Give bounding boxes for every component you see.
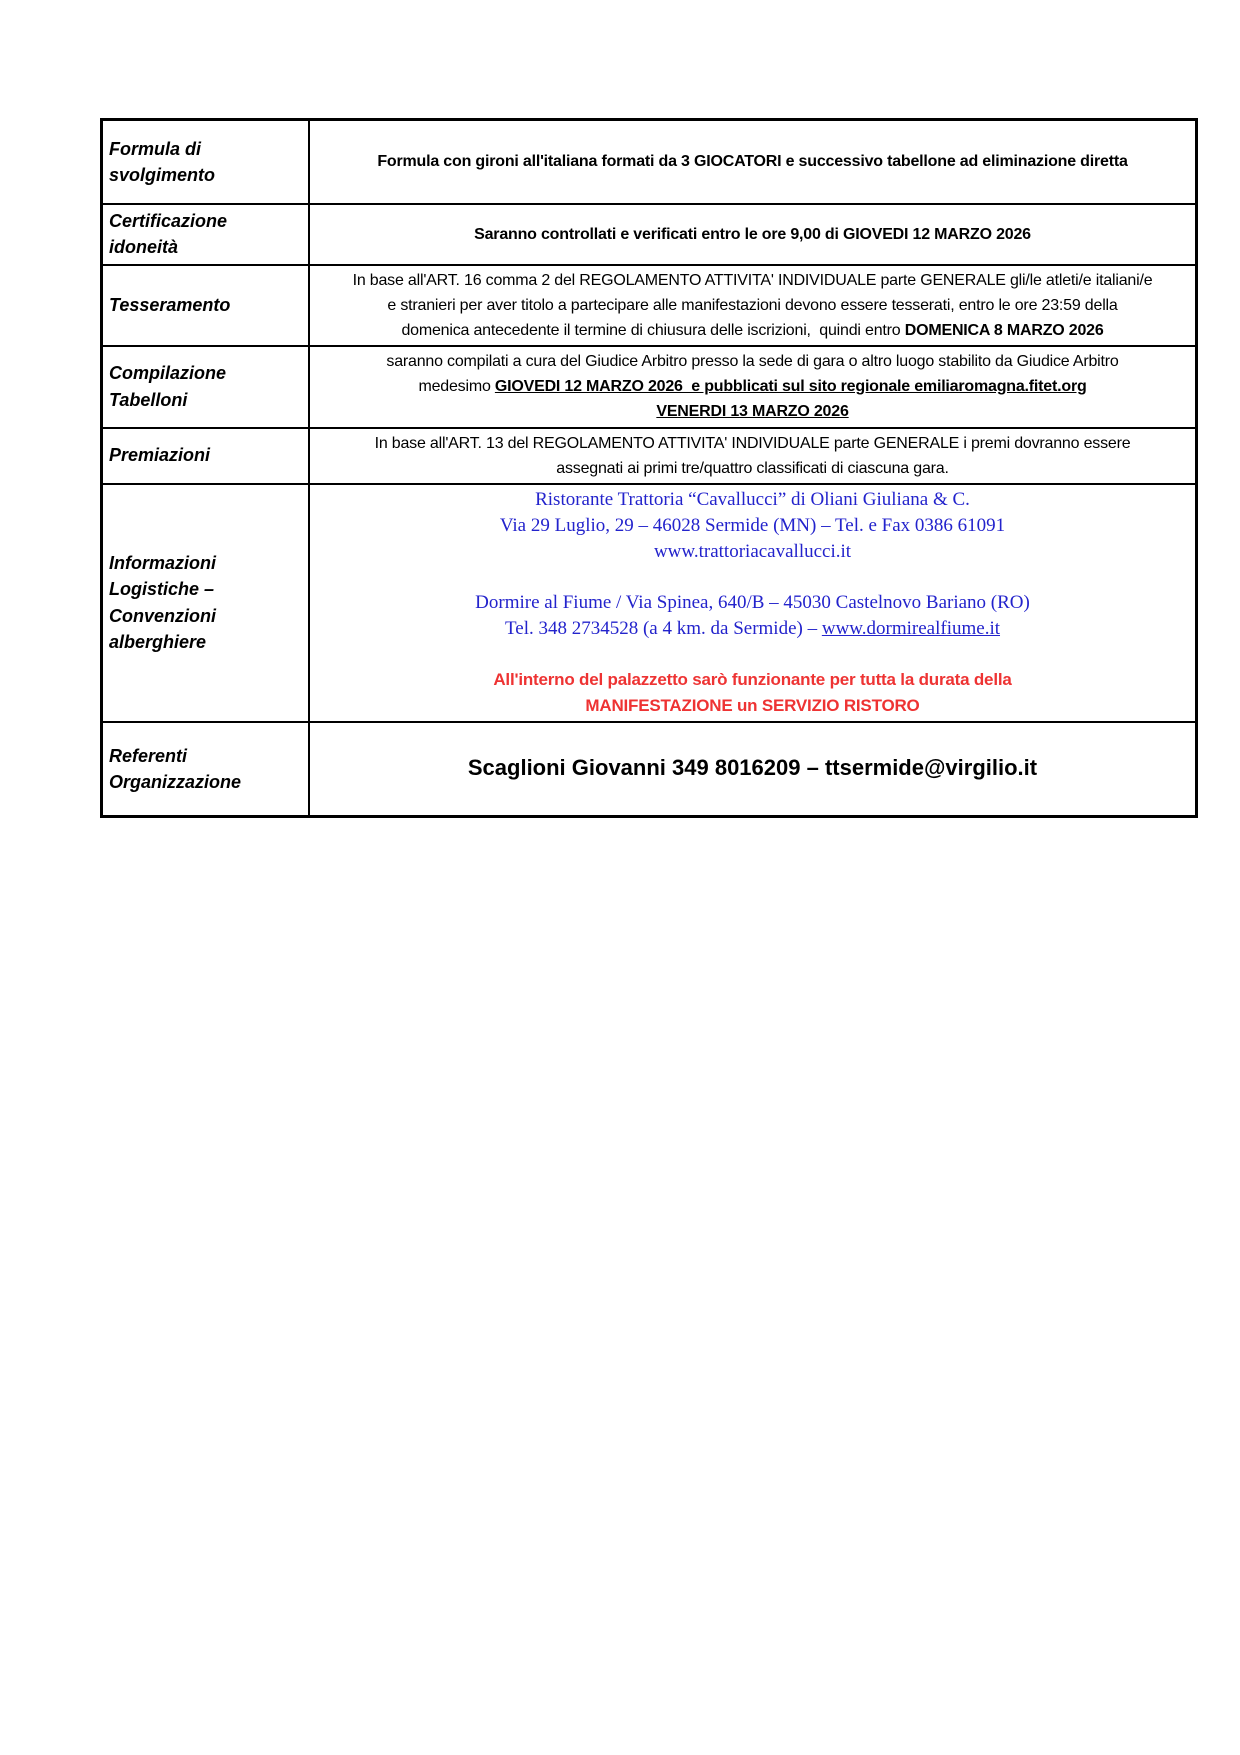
text-line — [318, 539, 1187, 565]
row-content-formula-di-svolgimento — [309, 120, 1197, 204]
event-info-table — [100, 118, 1198, 818]
table-row-formula — [102, 120, 1197, 204]
text-run: All'interno del palazzetto sarò funzionante per tutta la durata della — [493, 669, 1012, 689]
table-row-referenti — [102, 722, 1197, 817]
text-line — [318, 399, 1187, 424]
row-label-compilazione-tabelloni: Compilazione Tabelloni — [102, 346, 310, 428]
row-content-referenti-organizzazione — [309, 722, 1197, 817]
text-run: MANIFESTAZIONE un SERVIZIO RISTORO — [585, 695, 920, 715]
row-label-referenti-organizzazione: Referenti Organizzazione — [102, 722, 310, 817]
row-content-premiazioni — [309, 428, 1197, 484]
url-trattoriacavallucci: www.trattoriacavallucci.it — [653, 540, 852, 562]
row-label-formula-di-svolgimento: Formula di svolgimento — [102, 120, 310, 204]
text-run: assegnati ai primi tre/quattro classificati di ciascuna gara. — [556, 459, 949, 477]
row-label-tesseramento: Tesseramento — [102, 265, 310, 346]
text-line — [318, 318, 1187, 343]
table-row-compilazione — [102, 346, 1197, 428]
table-row-informazioni — [102, 484, 1197, 722]
text-run: domenica antecedente il termine di chiusura delle iscrizioni, quindi entro — [401, 321, 905, 339]
text-run: In base all'ART. 16 comma 2 del REGOLAMENTO ATTIVITA' INDIVIDUALE parte GENERALE gli/le atleti/e italiani/e — [352, 271, 1153, 289]
text-line — [318, 616, 1187, 642]
row-label-premiazioni: Premiazioni — [102, 428, 310, 484]
text-line — [318, 513, 1187, 539]
row-label-certificazione-idoneita: Certificazione idoneità — [102, 204, 310, 265]
row-content-informazioni-logistiche — [309, 484, 1197, 722]
row-content-certificazione-idoneita — [309, 204, 1197, 265]
text-run: Ristorante Trattoria “Cavallucci” di Oliani Giuliana & C. — [535, 488, 970, 510]
text-line — [318, 590, 1187, 616]
table-row-tesseramento — [102, 265, 1197, 346]
text-run: medesimo — [418, 378, 495, 395]
text-line — [318, 431, 1187, 456]
row-content-tesseramento — [309, 265, 1197, 346]
text-run: VENERDI 13 MARZO 2026 — [656, 403, 849, 420]
row-content-compilazione-tabelloni — [309, 346, 1197, 428]
text-line — [318, 667, 1187, 693]
text-run: Tel. 348 2734528 (a 4 km. da Sermide) – — [504, 617, 822, 639]
text-line — [318, 642, 1187, 667]
text-run: Formula con gironi all'italiana formati da 3 GIOCATORI e successivo tabellone ad eliminazione diretta — [377, 153, 1128, 171]
text-run: e stranieri per aver titolo a partecipare alle manifestazioni devono essere tesserati, entro le ore 23:59 della — [387, 296, 1118, 314]
text-line — [318, 565, 1187, 590]
link-dormirealfiume[interactable]: www.dormirealfiume.it — [821, 617, 1001, 639]
table-row-premiazioni — [102, 428, 1197, 484]
text-line — [318, 755, 1187, 783]
text-line — [318, 693, 1187, 719]
contact-scaglioni: Scaglioni Giovanni 349 8016209 – ttsermide@virgilio.it — [467, 754, 1038, 780]
text-line — [318, 456, 1187, 481]
text-run: In base all'ART. 13 del REGOLAMENTO ATTIVITA' INDIVIDUALE parte GENERALE i premi dovranno essere — [374, 434, 1131, 452]
url-emiliaromagna-fitet: GIOVEDI 12 MARZO 2026 e pubblicati sul sito regionale emiliaromagna.fitet.org — [494, 378, 1087, 395]
text-line — [318, 487, 1187, 513]
text-run: saranno compilati a cura del Giudice Arbitro presso la sede di gara o altro luogo stabilito da Giudice Arbitro — [386, 353, 1119, 370]
row-label-informazioni-logistiche: Informazioni Logistiche – Convenzioni alberghiere — [102, 484, 310, 722]
text-run: DOMENICA 8 MARZO 2026 — [904, 321, 1104, 339]
text-run: Saranno controllati e verificati entro le ore 9,00 di GIOVEDI 12 MARZO 2026 — [474, 225, 1031, 243]
text-run: Via 29 Luglio, 29 – 46028 Sermide (MN) – Tel. e Fax 0386 61091 — [499, 514, 1006, 536]
text-run: Dormire al Fiume / Via Spinea, 640/B – 45030 Castelnovo Bariano (RO) — [475, 591, 1030, 613]
text-line — [318, 149, 1187, 174]
text-line — [318, 374, 1187, 399]
text-line — [318, 349, 1187, 374]
text-line — [318, 293, 1187, 318]
text-line — [318, 222, 1187, 247]
table-row-certificazione — [102, 204, 1197, 265]
text-line — [318, 268, 1187, 293]
